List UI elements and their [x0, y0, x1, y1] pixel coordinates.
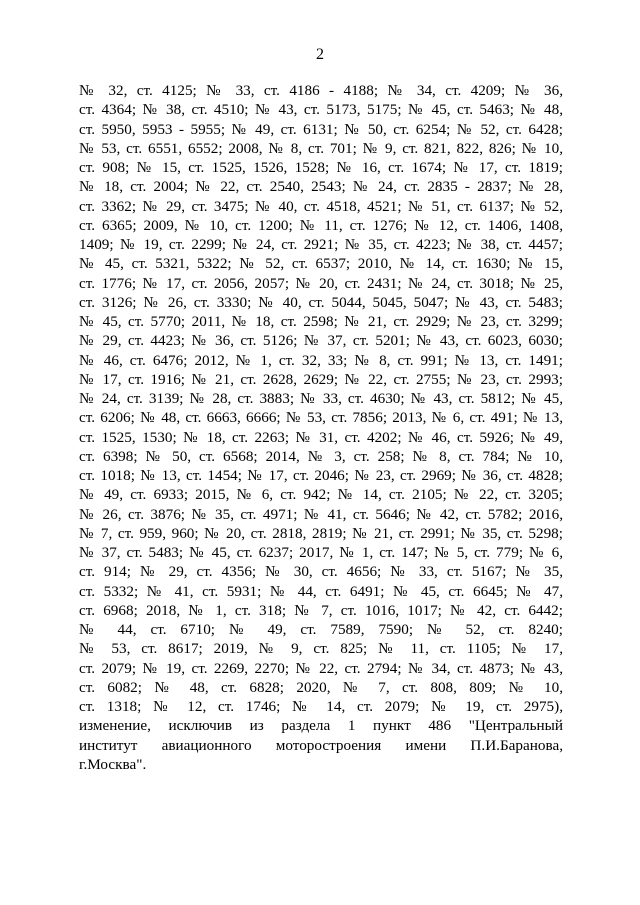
text-line: ст. 908; № 15, ст. 1525, 1526, 1528; № 16, ст. 1674; № 17, ст. 1819; [79, 159, 563, 176]
text-line: ст. 1318; № 12, ст. 1746; № 14, ст. 2079; № 19, ст. 2975), [79, 698, 563, 715]
text-line: ст. 1018; № 13, ст. 1454; № 17, ст. 2046; № 23, ст. 2969; № 36, ст. 4828; [79, 467, 563, 484]
text-line: № 45, ст. 5770; 2011, № 18, ст. 2598; № 21, ст. 2929; № 23, ст. 3299; [79, 313, 563, 330]
text-line: ст. 6365; 2009, № 10, ст. 1200; № 11, ст. 1276; № 12, ст. 1406, 1408, [79, 216, 563, 234]
text-line: № 7, ст. 959, 960; № 20, ст. 2818, 2819; № 21, ст. 2991; № 35, ст. 5298; [79, 524, 563, 542]
text-line: ст. 5950, 5953 - 5955; № 49, ст. 6131; № 50, ст. 6254; № 52, ст. 6428; [79, 120, 563, 138]
text-line: ст. 3126; № 26, ст. 3330; № 40, ст. 5044, 5045, 5047; № 43, ст. 5483; [79, 293, 563, 311]
text-line: институт авиационного моторостроения имени П.И.Баранова, [79, 736, 563, 754]
text-line: ст. 5332; № 41, ст. 5931; № 44, ст. 6491; № 45, ст. 6645; № 47, [79, 582, 563, 600]
text-line: ст. 6968; 2018, № 1, ст. 318; № 7, ст. 1016, 1017; № 42, ст. 6442; [79, 601, 563, 619]
text-line: № 37, ст. 5483; № 45, ст. 6237; 2017, № 1, ст. 147; № 5, ст. 779; № 6, [79, 544, 563, 561]
text-line: № 29, ст. 4423; № 36, ст. 5126; № 37, ст. 5201; № 43, ст. 6023, 6030; [79, 332, 563, 350]
text-line: ст. 1776; № 17, ст. 2056, 2057; № 20, ст. 2431; № 24, ст. 3018; № 25, [79, 274, 563, 292]
text-line: № 46, ст. 6476; 2012, № 1, ст. 32, 33; № 8, ст. 991; № 13, ст. 1491; [79, 351, 563, 369]
text-line: № 18, ст. 2004; № 22, ст. 2540, 2543; № 24, ст. 2835 - 2837; № 28, [79, 178, 563, 196]
text-line: № 45, ст. 5321, 5322; № 52, ст. 6537; 2010, № 14, ст. 1630; № 15, [79, 255, 563, 273]
text-line: № 53, ст. 6551, 6552; 2008, № 8, ст. 701; № 9, ст. 821, 822, 826; № 10, [79, 139, 563, 157]
text-line: № 32, ст. 4125; № 33, ст. 4186 - 4188; № 34, ст. 4209; № 36, [79, 82, 563, 99]
text-line: ст. 2079; № 19, ст. 2269, 2270; № 22, ст. 2794; № 34, ст. 4873; № 43, [79, 659, 563, 677]
text-line: 1409; № 19, ст. 2299; № 24, ст. 2921; № 35, ст. 4223; № 38, ст. 4457; [79, 236, 563, 253]
page-number: 2 [316, 46, 324, 63]
text-line: изменение, исключив из раздела 1 пункт 486 "Центральный [79, 717, 563, 735]
text-line: № 53, ст. 8617; 2019, № 9, ст. 825; № 11, ст. 1105; № 17, [79, 640, 563, 658]
document-body [79, 81, 563, 774]
text-line: ст. 914; № 29, ст. 4356; № 30, ст. 4656; № 33, ст. 5167; № 35, [79, 563, 563, 581]
text-line: ст. 3362; № 29, ст. 3475; № 40, ст. 4518, 4521; № 51, ст. 6137; № 52, [79, 197, 563, 215]
text-line: ст. 6398; № 50, ст. 6568; 2014, № 3, ст. 258; № 8, ст. 784; № 10, [79, 447, 563, 465]
text-line: ст. 4364; № 38, ст. 4510; № 43, ст. 5173, 5175; № 45, ст. 5463; № 48, [79, 101, 563, 119]
text-line: ст. 6206; № 48, ст. 6663, 6666; № 53, ст. 7856; 2013, № 6, ст. 491; № 13, [79, 409, 563, 427]
text-line: № 49, ст. 6933; 2015, № 6, ст. 942; № 14, ст. 2105; № 22, ст. 3205; [79, 486, 563, 504]
text-line: № 17, ст. 1916; № 21, ст. 2628, 2629; № 22, ст. 2755; № 23, ст. 2993; [79, 370, 563, 388]
text-line: № 44, ст. 6710; № 49, ст. 7589, 7590; № 52, ст. 8240; [79, 621, 563, 638]
text-line: г.Москва". [79, 755, 147, 773]
text-line: № 24, ст. 3139; № 28, ст. 3883; № 33, ст. 4630; № 43, ст. 5812; № 45, [79, 390, 563, 407]
text-line: ст. 6082; № 48, ст. 6828; 2020, № 7, ст. 808, 809; № 10, [79, 678, 563, 696]
text-line: ст. 1525, 1530; № 18, ст. 2263; № 31, ст. 4202; № 46, ст. 5926; № 49, [79, 428, 563, 446]
text-line: № 26, ст. 3876; № 35, ст. 4971; № 41, ст. 5646; № 42, ст. 5782; 2016, [79, 505, 563, 523]
